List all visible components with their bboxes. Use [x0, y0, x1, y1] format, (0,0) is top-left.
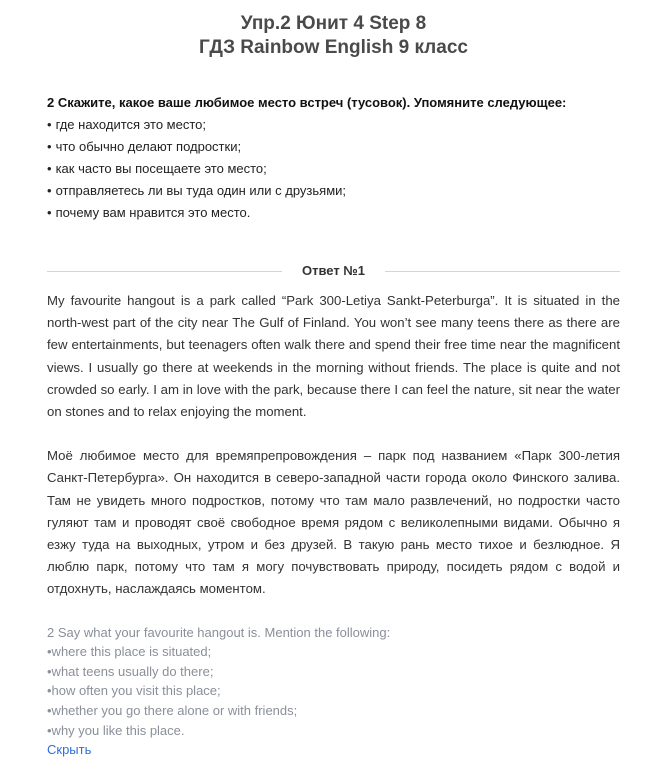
task-list	[47, 114, 620, 224]
page-title	[47, 0, 620, 60]
answer-label: Ответ №1	[282, 260, 385, 282]
task-item-text: отправляетесь ли вы туда один или с друзьями;	[55, 183, 346, 198]
page-title-line-2: ГДЗ Rainbow English 9 класс	[199, 37, 468, 58]
original-task-item: •whether you go there alone or with friends;	[47, 703, 298, 719]
task-item-text: где находится это место;	[55, 117, 206, 132]
task-item-text: почему вам нравится это место.	[55, 205, 251, 220]
task-list-item	[47, 158, 620, 180]
original-task-item: •what teens usually do there;	[47, 663, 214, 679]
task-list-item	[47, 202, 620, 224]
task-list-item	[47, 114, 620, 136]
original-task-item: •how often you visit this place;	[47, 683, 221, 699]
original-task-block	[47, 623, 620, 760]
answer-english-paragraph: My favourite hangout is a park called “Park 300-Letiya Sankt-Peterburga”. It is situated in the north-west part of the city near The Gulf of Finland. You won’t see many teens there as there are few entertainments, but teenagers often walk there and spend their free time near the magnificent views. I usually go there at weekends in the morning without friends. The place is quite and not crowded so early. I am in love with the park, because there I can feel the nature, sit near the water on stones and to relax enjoying the moment.	[47, 293, 620, 420]
task-item-text: что обычно делают подростки;	[55, 139, 242, 154]
answer-divider	[47, 260, 620, 282]
task-block	[47, 92, 620, 224]
original-task-item: •where this place is situated;	[47, 644, 212, 660]
task-list-item	[47, 136, 620, 158]
bullet: •	[47, 161, 52, 176]
original-task-item: •why you like this place.	[47, 722, 185, 738]
task-heading: 2 Скажите, какое ваше любимое место встреч (тусовок). Упомяните следующее:	[47, 95, 567, 110]
original-task-heading: 2 Say what your favourite hangout is. Mention the following:	[47, 624, 391, 640]
bullet: •	[47, 205, 52, 220]
bullet: •	[47, 117, 52, 132]
answer-block	[47, 290, 620, 601]
answer-russian-paragraph: Моё любимое место для времяпрепровождения – парк под названием «Парк 300-летия Санкт-Петербурга». Он находится в северо-западной части города около Финского залива. Там не увидеть много подростков, потому что там мало развлечений, но подростки часто гуляют там и проводят своё свободное время рядом с великолепными видами. Обычно я езжу туда на выходных, утром и без друзей. В такую рань место тихое и безлюдное. Я люблю парк, потому что там я могу почувствовать природу, посидеть рядом с водой и отдохнуть, наслаждаясь моментом.	[47, 448, 620, 597]
bullet: •	[47, 139, 52, 154]
page-title-line-1: Упр.2 Юнит 4 Step 8	[240, 13, 427, 34]
hide-link[interactable]: Скрыть	[47, 742, 92, 758]
bullet: •	[47, 183, 52, 198]
task-list-item	[47, 180, 620, 202]
task-item-text: как часто вы посещаете это место;	[55, 161, 267, 176]
